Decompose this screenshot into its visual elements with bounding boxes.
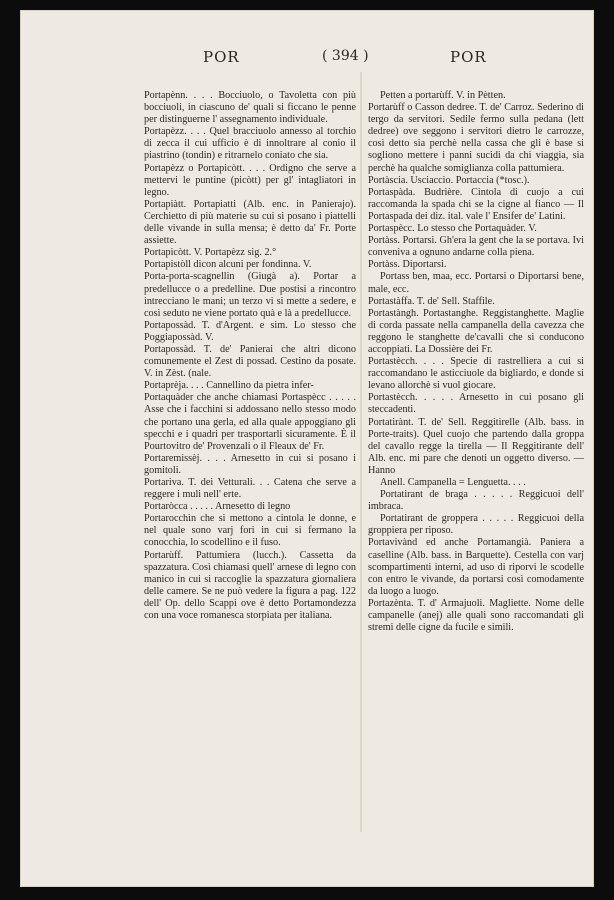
dictionary-entry: Portatirant de groppera . . . . . Reggicuoi della groppiera per riposo. (368, 513, 584, 537)
dictionary-entry: Portapossàd. T. d'Argent. e sim. Lo stesso che Poggiapossàd. V. (144, 319, 356, 343)
dictionary-entry: Portass ben, maa, ecc. Portarsi o Diportarsi bene, male, ecc. (368, 271, 584, 295)
dictionary-entry: Portaquàder che anche chiamasi Portaspècc . . . . . Asse che i facchini si addossano nello stesso modo che portano una gerla, ed alla quale appoggiano gli specchi e i quadri per trasportarli sicuramente. È il Pourtovitro de' Provenzali o il Fleaux de' Fr. (144, 392, 356, 452)
dictionary-entry: Portarocchìn che si mettono a cintola le donne, e nel quale sono varj fori in cui si fermano la conocchia, lo scodellino e il fuso. (144, 513, 356, 549)
dictionary-entry: Portatirant de braga . . . . . Reggicuoi dell' imbraca. (368, 489, 584, 513)
right-column (368, 90, 584, 634)
dictionary-entry: Portapèzz o Portapicòtt. . . . Ordigno che serve a mettervi le puntine (picòtt) per gl' intagliatori in legno. (144, 162, 356, 198)
dictionary-entry: Portaprèja. . . . Cannellino da pietra infer- (144, 380, 314, 392)
page-number: ( 394 ) (322, 48, 369, 64)
dictionary-entry: Portazènta. T. d' Armajuoli. Magliette. Nome delle campanelle (anej) alle quali sono raccomandati gli stremi delle cigne da fucile e simili. (368, 597, 584, 634)
dictionary-entry: Portatirànt. T. de' Sell. Reggitirelle (Alb. bass. in Porte-traits). Quel cuojo che partendo dalla groppa del cavallo regge la tirella — Il Reggitirante dell' Alb. enc. mi pare che denoti un oggetto diverso. — Hanno (368, 416, 584, 476)
column-divider (360, 72, 362, 832)
dictionary-entry: Portapiàtt. Portapiatti (Alb. enc. in Panierajo). Cerchietto di più materie su cui si posano i piattelli delle vivande in sulla mensa; è detto da' Fr. Porte assiette. (144, 198, 356, 247)
running-head-left: POR (203, 48, 240, 66)
dictionary-entry: Portaspècc. Lo stesso che Portaquàder. V. (368, 223, 537, 235)
dictionary-entry: Portastàngh. Portastanghe. Reggistanghette. Maglie di corda passate nella campanella della cavezza che reggono le stanghette de'cavalli che si conducono accoppiati. La Dossière dei Fr. (368, 307, 584, 355)
dictionary-entry: Portarùff. Pattumiera (lucch.). Cassetta da spazzatura. Così chiamasi quell' arnese di legno con manico in cui si raccoglie la spazzatura giornaliera delle camere. Se ne può vedere la figura a pag. 122 dell' Op. dello Scappi ove è detto Portamondezza con una voce romanesca storpiata per italiana. (144, 549, 356, 622)
dictionary-entry: Portàss. Diportarsi. (368, 259, 447, 271)
dictionary-entry: Portapèzz. . . . Quel bracciuolo annesso al torchio di zecca il cui ufficio è di innoltrare al conio il piastrino (tondin) e ritrarnelo coniato che sia. (144, 126, 356, 162)
left-column (144, 90, 356, 622)
dictionary-entry: Portariva. T. dei Vetturali. . . Catena che serve a reggere i muli nell' erte. (144, 477, 356, 501)
dictionary-entry: Porta-porta-scagnellin (Giugà a). Portar a predellucce o a predelline. Due postisi a rincontro intrecciano le mani; un terzo vi si mette a sedere, e così seduto ne viene portato quà e là a predellucce. (144, 271, 356, 319)
dictionary-entry: Portaròcca . . . . . Arnesetto di legno (144, 501, 291, 513)
dictionary-entry: Portarùff o Casson dedree. T. de' Carroz. Sederino di tergo da servitori. Sedile fermo sulla pedana (lett dedree) ove seggono i servitori dietro le carrozze, così detto sia perchè nella cassa che gli è base si sogliono mettere i panni sucidi da chi viaggia, sia perchè ha qualche somiglianza colla pattumiera. (368, 102, 584, 174)
dictionary-entry: Portavivànd ed anche Portamangià. Paniera a caselline (Alb. bass. in Barquette). Cestella con varj scompartimenti interni, ad uso di riporvi le scodelle con entro le vivande, da portarsi così comodamente da luogo a luogo. (368, 537, 584, 597)
running-head-right: POR (450, 48, 487, 66)
book-page (20, 10, 594, 887)
dictionary-entry: Petten a portarùff. V. in Pètten. (380, 90, 506, 101)
dictionary-entry: Portastàffa. T. de' Sell. Staffile. (368, 295, 495, 307)
dictionary-entry: Portapènn. . . . Bocciuolo, o Tavoletta con più bocciuoli, in ciascuno de' quali si ficcano le penne per distinguerne l' assegnamento individuale. (144, 90, 356, 126)
dictionary-entry: Portaspàda. Budrière. Cintola di cuojo a cui raccomanda la spada chi se la cigne al fianco — Il Portaspada dei diz. ital. vale l' Ensifer de' Latini. (368, 186, 584, 222)
dictionary-entry: Portastècch. . . . Specie di rastrelliera a cui si raccomandano le asticciuole da bigliardo, e donde si levano allorchè si vuol giocare. (368, 356, 584, 392)
dictionary-entry: Anell. Campanella = Lenguetta. . . . (380, 477, 526, 488)
dictionary-entry: Portàss. Portarsi. Gh'era la gent che la se portava. Ivi conveniva a ognuno andarne colla piena. (368, 235, 584, 259)
dictionary-entry: Portapossàd. T. de' Panierai che altri dicono comunemente el Zest di possad. Cestino da posate. V. in Zèst. (nale. (144, 343, 356, 380)
dictionary-entry: Portapistòll dicon alcuni per fondinna. V. (144, 259, 312, 271)
dictionary-entry: Portastècch. . . . . Arnesetto in cui posano gli steccadenti. (368, 392, 584, 416)
dictionary-entry: Portaremissèj. . . . Arnesetto in cui si posano i gomitoli. (144, 452, 356, 476)
page-header (20, 48, 594, 72)
dictionary-entry: Portapicòtt. V. Portapèzz sig. 2.° (144, 247, 277, 259)
dictionary-entry: Portàscia. Usciaccio. Portaccia (*tosc.). (368, 174, 530, 186)
